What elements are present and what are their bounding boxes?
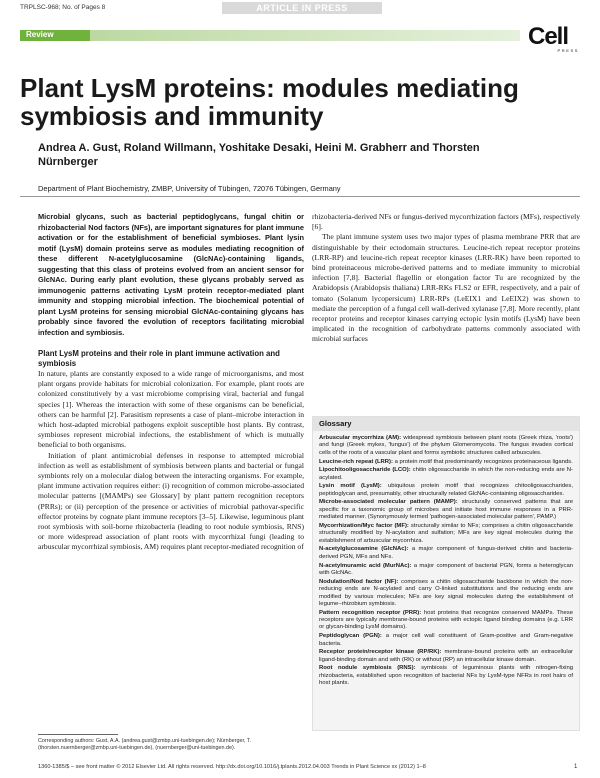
glossary-entry [319,649,573,664]
glossary-entry [319,483,573,498]
glossary-entry [319,665,573,687]
glossary-body [313,431,579,693]
glossary-definition: chitin oligosaccharide in which the non-reducing ends are N-acylated. [319,467,574,481]
right-paragraph-2: The plant immune system uses two major types of plasma membrane PRR that are distinguishable by their ectodomain structures. Leucine-rich repeat receptor proteins (LRR-RP) and leucine-rich repeat receptor kinases (LRR-RK) have been reported to bind proteinaceous microbe-derived patterns and to mediate immunity to microbial infection [7,8]. Bacterial flagellin or elongation factor Tu are recognized by the Arabidopsis (Arabidopsis thaliana) LRR-RKs FLS2 or EFR, respectively, and a pair of tomato (Solanum lycopersicum) LRR-RPs (LeEIX1 and LeEIX2) was shown to mediate the perception of a fungal cell wall-derived xylanase [7,8]. More recently, plant receptor proteins and receptor kinases carrying ectopic lysin motifs (LysM) have been implicated in the recognition of carbohydrate patterns commonly associated with microbial surfaces [312,232,580,344]
review-section-bar [20,30,520,41]
glossary-term: Peptidoglycan (PGN): [319,633,382,640]
page-number: 1 [574,764,578,770]
author-affiliation: Department of Plant Biochemistry, ZMBP, University of Tübingen, 72076 Tübingen, Germany [38,184,341,193]
footnote-divider [38,734,118,735]
header-divider [20,196,580,197]
body-paragraph-2: Initiation of plant antimicrobial defenses in response to attempted microbial infection as well as establishment of symbiosis between plants and bacterial or fungal symbionts rely on a molecular dialog between the interacting organisms. For example, plant immune activation requires either: (i) recognition of common microbe-associated molecular patterns [(MAMPs) see Glossary] by plant pattern recognition receptors (PRRs); or (ii) perception of the presence or activities of microbial pathovar-specific effector proteins by cognate plant immune receptors [3–5]. Likewise, leguminous plant root symbiosis with soil-borne rhizobacteria (leading to root nodule symbiosis, RNS) or more widespread association of plant roots with mycorrhizal fungi (leading to arbuscular mycorrhizal symbiosis, AM) requires plant receptor-mediated recognition of [38,450,304,552]
citation-line: 1360-1385/$ – see front matter © 2012 Elsevier Ltd. All rights reserved. http://dx.doi.org/10.1016/j.tplants.2012.04.003 Trends in Plant Science xx (2012) 1–8 [38,764,426,770]
glossary-term: Nodulation/Nod factor (NF): [319,578,399,585]
glossary-definition: a major component of fungus-derived chitin and bacteria-derived PGN, MFs and NFs. [319,546,573,560]
glossary-definition: comprises a chitin oligosaccharide backbone in which the non-reducing ends are N-acylated and carry O-linked substitutions and the reducing ends are modified by various molecules; NFs are key signal molecules during the establishment of legume–rhizobium symbiosis. [319,578,573,607]
glossary-definition: structurally conserved patterns that are specific for a taxonomic group of microbes and initiate host immune responses in a PRR-mediated manner. (Synonymously termed 'pathogen-associated molecular pattern', PAMP.) [319,499,573,521]
section-heading: Plant LysM proteins and their role in plant immune activation and symbiosis [38,349,280,368]
cell-logo-press: PRESS [557,48,579,53]
glossary-definition: a major cell wall constituent of Gram-positive and Gram-negative bacteria. [319,633,574,647]
glossary-definition: a protein motif that predominantly recognizes proteinaceous ligands. [392,458,573,465]
glossary-term: Lipochitooligosaccharide (LCO): [319,467,411,474]
body-paragraph-1: In nature, plants are constantly exposed to a wide range of microorganisms, and most plant organs provide habitats for microbial colonization. For example, plant roots are colonized constitutively by a vast microbiome comprising viral, bacterial and fungal species [1]. Whereas the interaction with some of these organisms can be beneficial, others can be harmful [2]. Parasitism represents a case of plant–microbe interaction in which host-adapted microbial pathogens exploit susceptible host plants. By contrast, symbioses represent microbial infections, the establishment of which is mutually beneficial to both organisms. [38,369,304,450]
left-column [38,212,304,553]
glossary-definition: symbiosis of leguminous plants with nitrogen-fixing rhizobacteria, established upon recognition of bacterial NFs by LysM-type NFRs in root hairs of host plants. [319,665,573,687]
glossary-entry [319,579,573,609]
glossary-term: Leucine-rich repeat (LRR): [319,458,393,465]
glossary-definition: membrane-bound proteins with an extracellular ligand-binding domain and with (RK) or without (RP) an intracellular kinase domain. [319,649,573,663]
glossary-entry [319,546,573,561]
glossary-box [312,416,580,731]
glossary-definition: a major component of bacterial PGN, forms a heteroglycan with GlcNAc. [319,562,573,576]
glossary-term: Root nodule symbiosis (RNS): [319,665,416,672]
glossary-term: Microbe-associated molecular pattern (MAMP): [319,499,458,506]
glossary-entry [319,459,573,466]
right-column [312,212,580,345]
article-in-press-banner [222,2,382,14]
glossary-definition: structurally similar to NFs; comprises a chitin oligosaccharide structurally modified by N-acylation and sulfation; MFs are key signal molecules during the establishment of arbuscular mycorrhiza. [319,522,573,544]
glossary-entry [319,467,573,482]
glossary-term: Receptor protein/receptor kinase (RP/RK): [319,649,442,656]
glossary-entry [319,523,573,545]
glossary-heading: Glossary [313,417,579,431]
glossary-entry [319,563,573,578]
glossary-definition: host proteins that recognize conserved MAMPs. These receptors are typically membrane-bound proteins with ectopic ligand binding domains (e.g. LRR or glycan-binding LysM domains). [319,609,573,631]
right-paragraph-1: rhizobacteria-derived NFs or fungus-derived mycorrhization factors (MFs), respectively [6]. [312,212,580,232]
abstract: Microbial glycans, such as bacterial peptidoglycans, fungal chitin or rhizobacterial Nod factors (NFs), are important signatures for plant immune activation or for the establishment of beneficial symbioses. Plant lysin motif (LysM) domain proteins serve as modules mediating recognition of these different N-acetylglucosamine (GlcNAc)-containing ligands, suggesting that this class of proteins evolved from an ancient sensor for GlcNAc. During early plant evolution, these glycans probably served as immunogenic patterns activating LysM protein receptor-mediated plant immunity and stopping microbial infection. The biochemical potential of plant LysM proteins for sensing microbial GlcNAc-containing glycans has probably since favored the evolution of receptors facilitating microbial infection and symbiosis. [38,212,304,337]
glossary-definition: widespread symbiosis between plant roots (Greek rhiza, 'roots') and fungi (Greek mykes, 'fungus') of the phylum Glomeromycota. The fungus invades cortical cells of the roots of a vascular plant and forms symbiotic structures called arbuscules. [319,435,573,456]
article-title: Plant LysM proteins: modules mediating symbiosis and immunity [20,73,519,131]
review-label: Review [26,30,54,39]
glossary-entry [319,610,573,632]
glossary-term: Arbuscular mycorrhiza (AM): [319,435,402,441]
manuscript-id: TRPLSC-968; No. of Pages 8 [20,4,106,11]
glossary-term: Mycorrhization/Myc factor (MF): [319,522,409,529]
glossary-term: N-acetylglucosamine (GlcNAc): [319,546,409,553]
corresponding-authors: Corresponding authors: Gust, A.A. (andrea.gust@zmbp.uni-tuebingen.de); Nürnberger, T. (thorsten.nuernberger@zmbp.uni-tuebingen.de), (nuernberger@uni-tuebingen.de). [38,738,252,751]
cell-press-logo [528,23,582,56]
glossary-entry [319,435,573,457]
glossary-entry [319,633,573,648]
article-authors: Andrea A. Gust, Roland Willmann, Yoshitake Desaki, Heini M. Grabherr and Thorsten Nürnberger [38,142,480,168]
glossary-entry [319,499,573,521]
glossary-term: Pattern recognition receptor (PRR): [319,609,422,616]
glossary-definition: ubiquitous protein motif that recognizes chitooligosaccharides, peptidoglycan and, presumably, other structurally related GlcNAc-containing oligosaccharides. [319,483,573,497]
article-in-press-text: ARTICLE IN PRESS [256,3,348,13]
glossary-term: N-acetylmuramic acid (MurNAc): [319,562,412,569]
cell-logo-word: Cell [528,23,569,50]
glossary-term: Lysin motif (LysM): [319,483,382,490]
